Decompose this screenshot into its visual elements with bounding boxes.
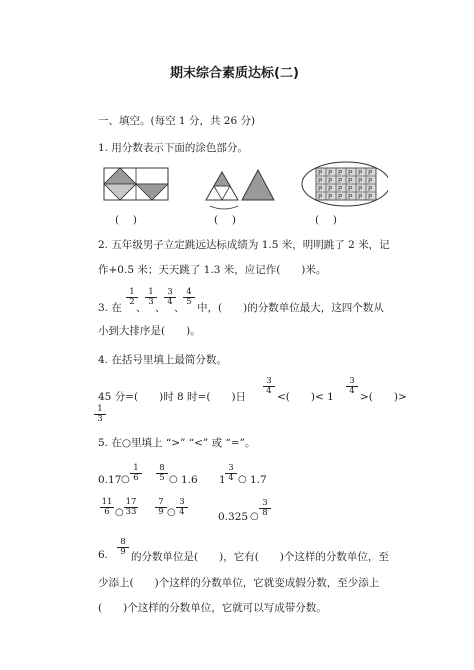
q3-comma-2: 、 <box>155 302 166 314</box>
grid-cell-glyph: P <box>318 169 323 177</box>
question-6-line-3: ( )个这样的分数单位，它就可以写成带分数。 <box>98 602 327 614</box>
question-1-text: 1. 用分数表示下面的涂色部分。 <box>98 142 248 154</box>
question-1-figures <box>98 160 388 210</box>
q5-a-left: 0.17 <box>98 474 122 486</box>
page-title: 期末综合素质达标(二) <box>170 66 299 81</box>
q5-f-circle[interactable]: ○ <box>250 511 259 522</box>
q3-fraction-2: $\frac{1}{3}$ <box>145 288 157 307</box>
q1-blank-2[interactable]: ( ) <box>214 214 237 226</box>
grid-cell-glyph: P <box>328 177 333 185</box>
grid-cell-glyph: P <box>338 193 343 201</box>
q3-fraction-1: $\frac{1}{2}$ <box>126 288 138 307</box>
q5-b-circle[interactable]: ○ <box>169 474 178 485</box>
q4-part-3: >( )> <box>360 391 407 403</box>
q5-b-fraction: $\frac{8}{5}$ <box>156 464 168 483</box>
grid-cell-glyph: P <box>358 177 363 185</box>
grid-cell-glyph: P <box>358 185 363 193</box>
q5-b-right: 1.6 <box>181 474 198 486</box>
q5-e-fraction-1: $\frac{7}{9}$ <box>155 498 167 517</box>
grid-cell-glyph: P <box>338 169 343 177</box>
q5-e-fraction-2: $\frac{3}{4}$ <box>176 498 188 517</box>
q5-f-fraction: $\frac{3}{8}$ <box>259 499 271 518</box>
q4-part-2: <( )< 1 <box>277 391 334 403</box>
question-6-line-2: 少添上( )个这样的分数单位，它就变成假分数，至少添上 <box>98 577 380 589</box>
grid-cell-glyph: P <box>358 193 363 201</box>
q3-fraction-3: $\frac{3}{4}$ <box>164 288 176 307</box>
question-6-line-1: 的分数单位是( )，它有( )个这样的分数单位，至 <box>131 551 389 563</box>
grid-cell-glyph: P <box>348 185 353 193</box>
q5-d-circle[interactable]: ○ <box>115 507 124 518</box>
q4-fraction-b: $\frac{3}{4}$ <box>346 377 358 396</box>
grid-cell-glyph: P <box>318 185 323 193</box>
question-2-line-2: 作+0.5 米；天天跳了 1.3 米，应记作( )米。 <box>98 264 327 276</box>
grid-cell-glyph: P <box>328 185 333 193</box>
grid-cell-glyph: P <box>368 193 373 201</box>
question-6-prefix: 6. <box>98 549 109 561</box>
question-3-prefix: 3. 在 <box>98 302 122 314</box>
q5-d-fraction-2: $\frac{17}{33}$ <box>125 497 137 517</box>
question-3-line-2: 小到大排序是( )。 <box>98 325 201 337</box>
q5-c-right: 1.7 <box>250 474 267 486</box>
question-5-text: 5. 在○里填上 “>” “<” 或 “=”。 <box>98 437 256 449</box>
grid-cell-glyph: P <box>328 193 333 201</box>
grid-cell-glyph: P <box>348 177 353 185</box>
q3-fraction-4: $\frac{4}{5}$ <box>183 288 195 307</box>
q5-c-circle[interactable]: ○ <box>238 474 247 485</box>
question-2-line-1: 2. 五年级男子立定跳远达标成绩为 1.5 米，明明跳了 2 米，记 <box>98 239 390 251</box>
question-4-text: 4. 在括号里填上最简分数。 <box>98 354 227 366</box>
q5-f-left: 0.325 <box>218 511 249 523</box>
q5-e-circle[interactable]: ○ <box>167 507 176 518</box>
grid-cell-glyph: P <box>358 169 363 177</box>
grid-cell-glyph: P <box>328 169 333 177</box>
q4-fraction-a: $\frac{3}{4}$ <box>263 377 275 396</box>
q5-c-fraction: $\frac{3}{4}$ <box>225 464 237 483</box>
q1-blank-3[interactable]: ( ) <box>315 214 338 226</box>
grid-cell-glyph: P <box>348 169 353 177</box>
q4-part-1: 45 分=( )时 8 时=( )日 <box>98 391 247 403</box>
q5-a-fraction: $\frac{1}{6}$ <box>130 464 142 483</box>
grid-cell-glyph: P <box>318 193 323 201</box>
grid-cell-glyph: P <box>368 169 373 177</box>
q3-comma-3: 、 <box>174 302 185 314</box>
ellipse-grid-figure <box>302 162 388 206</box>
q3-comma-1: 、 <box>136 302 147 314</box>
grid-cell-glyph: P <box>348 193 353 201</box>
q5-a-circle[interactable]: ○ <box>121 474 130 485</box>
grid-cell-glyph: P <box>368 177 373 185</box>
grid-cell-glyph: P <box>338 177 343 185</box>
triangles-figure <box>206 170 274 209</box>
section-heading: 一、填空。(每空 1 分，共 26 分) <box>98 115 256 127</box>
q5-d-fraction-1: $\frac{11}{6}$ <box>101 497 113 517</box>
grid-cell-glyph: P <box>318 177 323 185</box>
q4-fraction-c: $\frac{1}{3}$ <box>94 405 106 424</box>
q6-fraction: $\frac{8}{9}$ <box>117 538 129 557</box>
rectangle-figure <box>104 168 168 200</box>
question-3-rest: 中，( )的分数单位最大，这四个数从 <box>197 302 384 314</box>
q1-blank-1[interactable]: ( ) <box>115 214 138 226</box>
grid-cell-glyph: P <box>368 185 373 193</box>
grid-cell-glyph: P <box>338 185 343 193</box>
q5-c-left: 1 <box>219 474 226 486</box>
